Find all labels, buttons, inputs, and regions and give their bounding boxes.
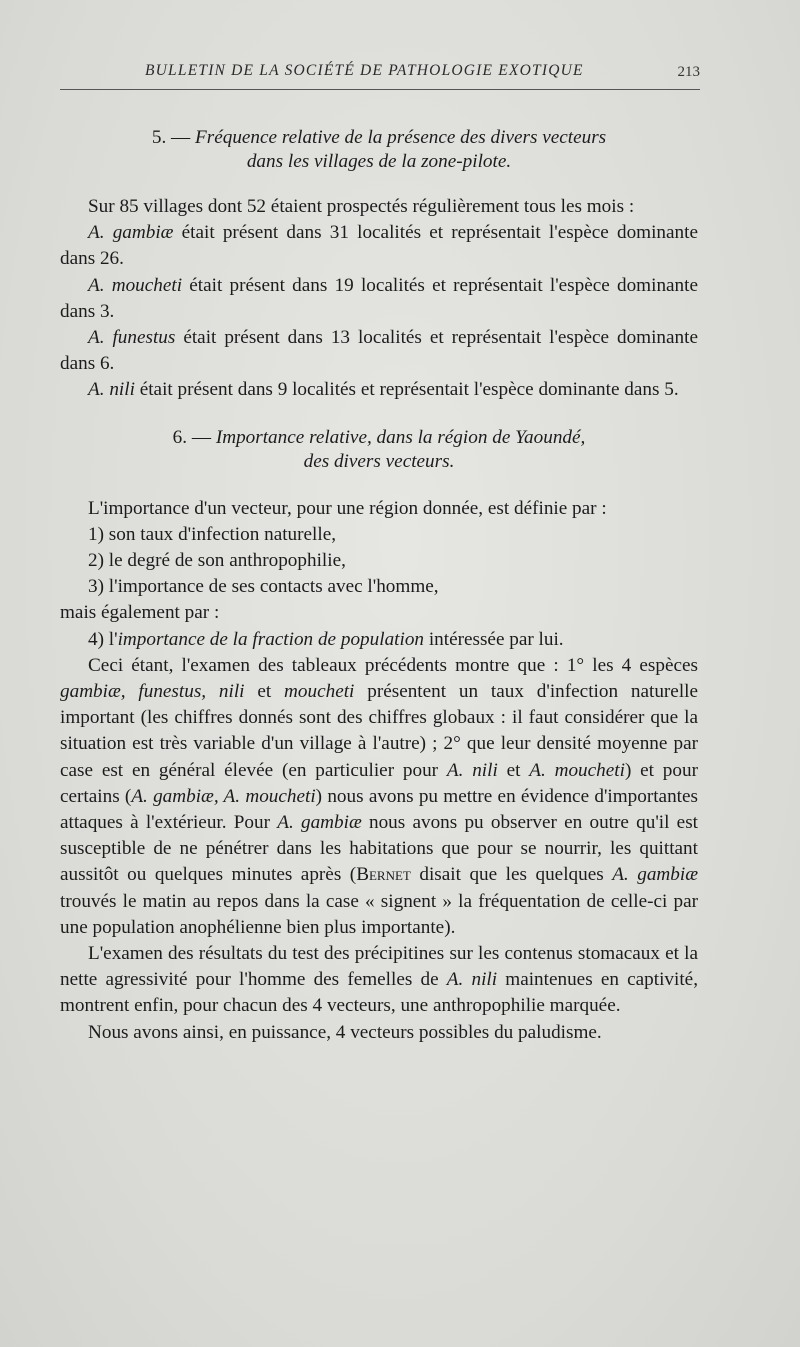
species-text: était présent dans 31 localités et représentait l'espèce dominante dans 26. (60, 222, 698, 270)
species-text: était présent dans 19 localités et représentait l'espèce dominante dans 3. (60, 274, 698, 322)
species-paragraph-gambiae (60, 220, 698, 272)
species-name: A. moucheti (88, 274, 183, 296)
section-6-number: 6. — (172, 426, 212, 448)
section-5-title-line1: Fréquence relative de la présence des divers vecteurs (195, 127, 607, 148)
criterion-4: 4) l'importance de la fraction de population intéressée par lui. (88, 628, 564, 650)
section-6-title-line1: Importance relative, dans la région de Yaoundé, (215, 426, 586, 448)
criterion-also: mais également par : (60, 602, 220, 624)
criterion-1: 1) son taux d'infection naturelle, (88, 523, 337, 545)
species-paragraph-nili (60, 377, 698, 403)
header-rule (60, 89, 700, 90)
species-name: A. funestus (88, 327, 176, 349)
discussion-paragraph-2: L'examen des résultats du test des précipitines sur les contenus stomacaux et la nette agressivité pour l'homme des femelles de A. nili maintenues en captivité, montrent enfin, pour chacun des 4 vecteurs, une anthropophilie marquée. (60, 943, 698, 1017)
species-paragraph-moucheti (60, 273, 698, 325)
species-text: était présent dans 9 localités et représentait l'espèce dominante dans 5. (134, 379, 679, 401)
section-5-heading (60, 126, 698, 174)
species-name: A. gambiæ (88, 222, 174, 244)
section-5-number: 5. — (151, 127, 191, 148)
criterion-2: 2) le degré de son anthropophilie, (88, 550, 346, 572)
species-text: était présent dans 13 localités et représentait l'espèce dominante dans 6. (60, 327, 698, 375)
conclusion-paragraph: Nous avons ainsi, en puissance, 4 vecteurs possibles du paludisme. (88, 1021, 602, 1043)
running-header (60, 58, 700, 94)
discussion-paragraph-1: Ceci étant, l'examen des tableaux précédents montre que : 1° les 4 espèces gambiæ, funestus, nili et moucheti présentent un taux d'infection naturelle important (les chiffres donnés sont des chiffres globaux : il faut considérer que la situation est très variable d'un village à l'autre) ; 2° que leur densité moyenne par case est en général élevée (en particulier pour A. nili et A. moucheti) et pour certains (A. gambiæ, A. moucheti) nous avons pu mettre en évidence d'importantes attaques à l'extérieur. Pour A. gambiæ nous avons pu observer en outre qu'il est susceptible de ne pénétrer dans les habitations que pour se nourrir, les quittant aussitôt ou quelques minutes après (Bernet disait que les quelques A. gambiæ trouvés le matin au repos dans la case « signent » la fréquentation de celle-ci par une population anophélienne bien plus importante). (60, 654, 699, 938)
article-body (60, 126, 698, 1046)
section-6-heading (60, 426, 698, 474)
section-6-title-line2: des divers vecteurs. (303, 450, 455, 472)
species-name: A. nili (88, 379, 135, 401)
page-number: 213 (677, 64, 700, 80)
section-5-intro: Sur 85 villages dont 52 étaient prospectés régulièrement tous les mois : (88, 196, 635, 217)
section-5-title-line2: dans les villages de la zone-pilote. (246, 151, 512, 172)
species-paragraph-funestus (60, 325, 698, 377)
section-6-intro: L'importance d'un vecteur, pour une région donnée, est définie par : (88, 497, 607, 519)
journal-title: BULLETIN DE LA SOCIÉTÉ DE PATHOLOGIE EXOTIQUE (145, 62, 584, 79)
author-name: Bernet (356, 864, 411, 886)
criterion-3: 3) l'importance de ses contacts avec l'homme, (88, 576, 439, 598)
